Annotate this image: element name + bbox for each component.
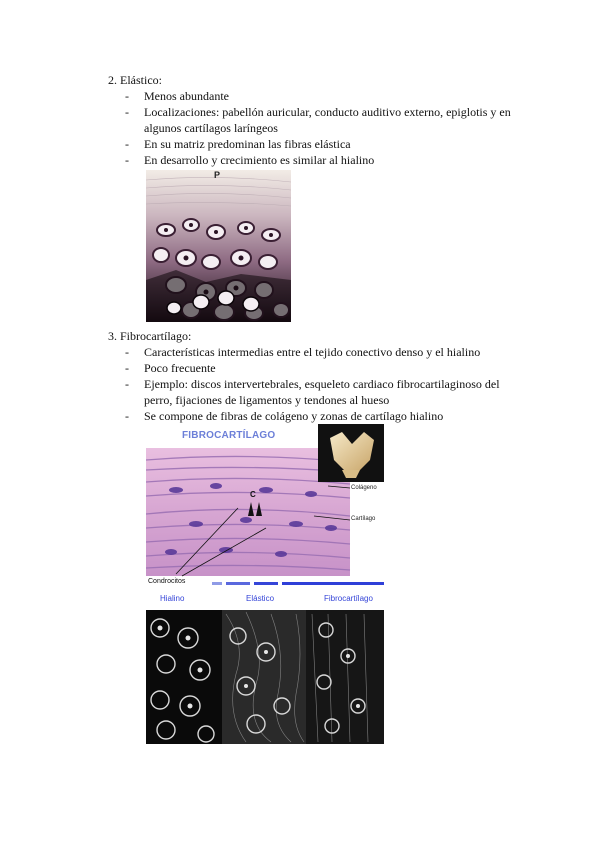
fibrocartilage-title: FIBROCARTÍLAGO [182,430,276,441]
section-heading-fibrocartilago: 3. Fibrocartílago: [108,329,192,343]
elastic-cartilage-image [146,170,291,322]
section-heading-elastico: 2. Elástico: [108,73,162,87]
bullet-list-fibrocartilago [108,344,518,424]
list-item: - Poco frecuente [125,361,216,375]
list-item: - Se compone de fibras de colágeno y zonas de cartílago hialino [125,409,444,423]
list-item: - Características intermedias entre el tejido conectivo denso y el hialino [125,345,481,359]
label-colageno: Colágeno [351,485,377,491]
figure-label-p: P [214,170,221,180]
label-condrocitos: Condrocitos [148,578,186,585]
label-cartilago: Cartílago [351,516,376,522]
label-hialino: Hialino [160,594,185,603]
fibrocartilage-figure [146,424,386,746]
list-item: - En su matriz predominan las fibras elástica [125,137,351,151]
list-item: - Ejemplo: discos intervertebrales, esqueleto cardiaco fibrocartilaginoso del perro, fijaciones de ligamentos y tendones al hueso [125,377,500,407]
label-elastico: Elástico [246,594,275,603]
label-c: C [250,490,256,499]
list-item: - Menos abundante [125,89,229,103]
label-fibrocartilago: Fibrocartílago [324,594,373,603]
bullet-list-elastico [108,88,518,168]
list-item: - En desarrollo y crecimiento es similar al hialino [125,153,375,167]
list-item: - Localizaciones: pabellón auricular, conducto auditivo externo, epiglotis y en algunos cartílagos laríngeos [125,105,511,135]
fibrocartilage-image [146,424,386,746]
elastic-cartilage-micrograph [146,170,291,322]
